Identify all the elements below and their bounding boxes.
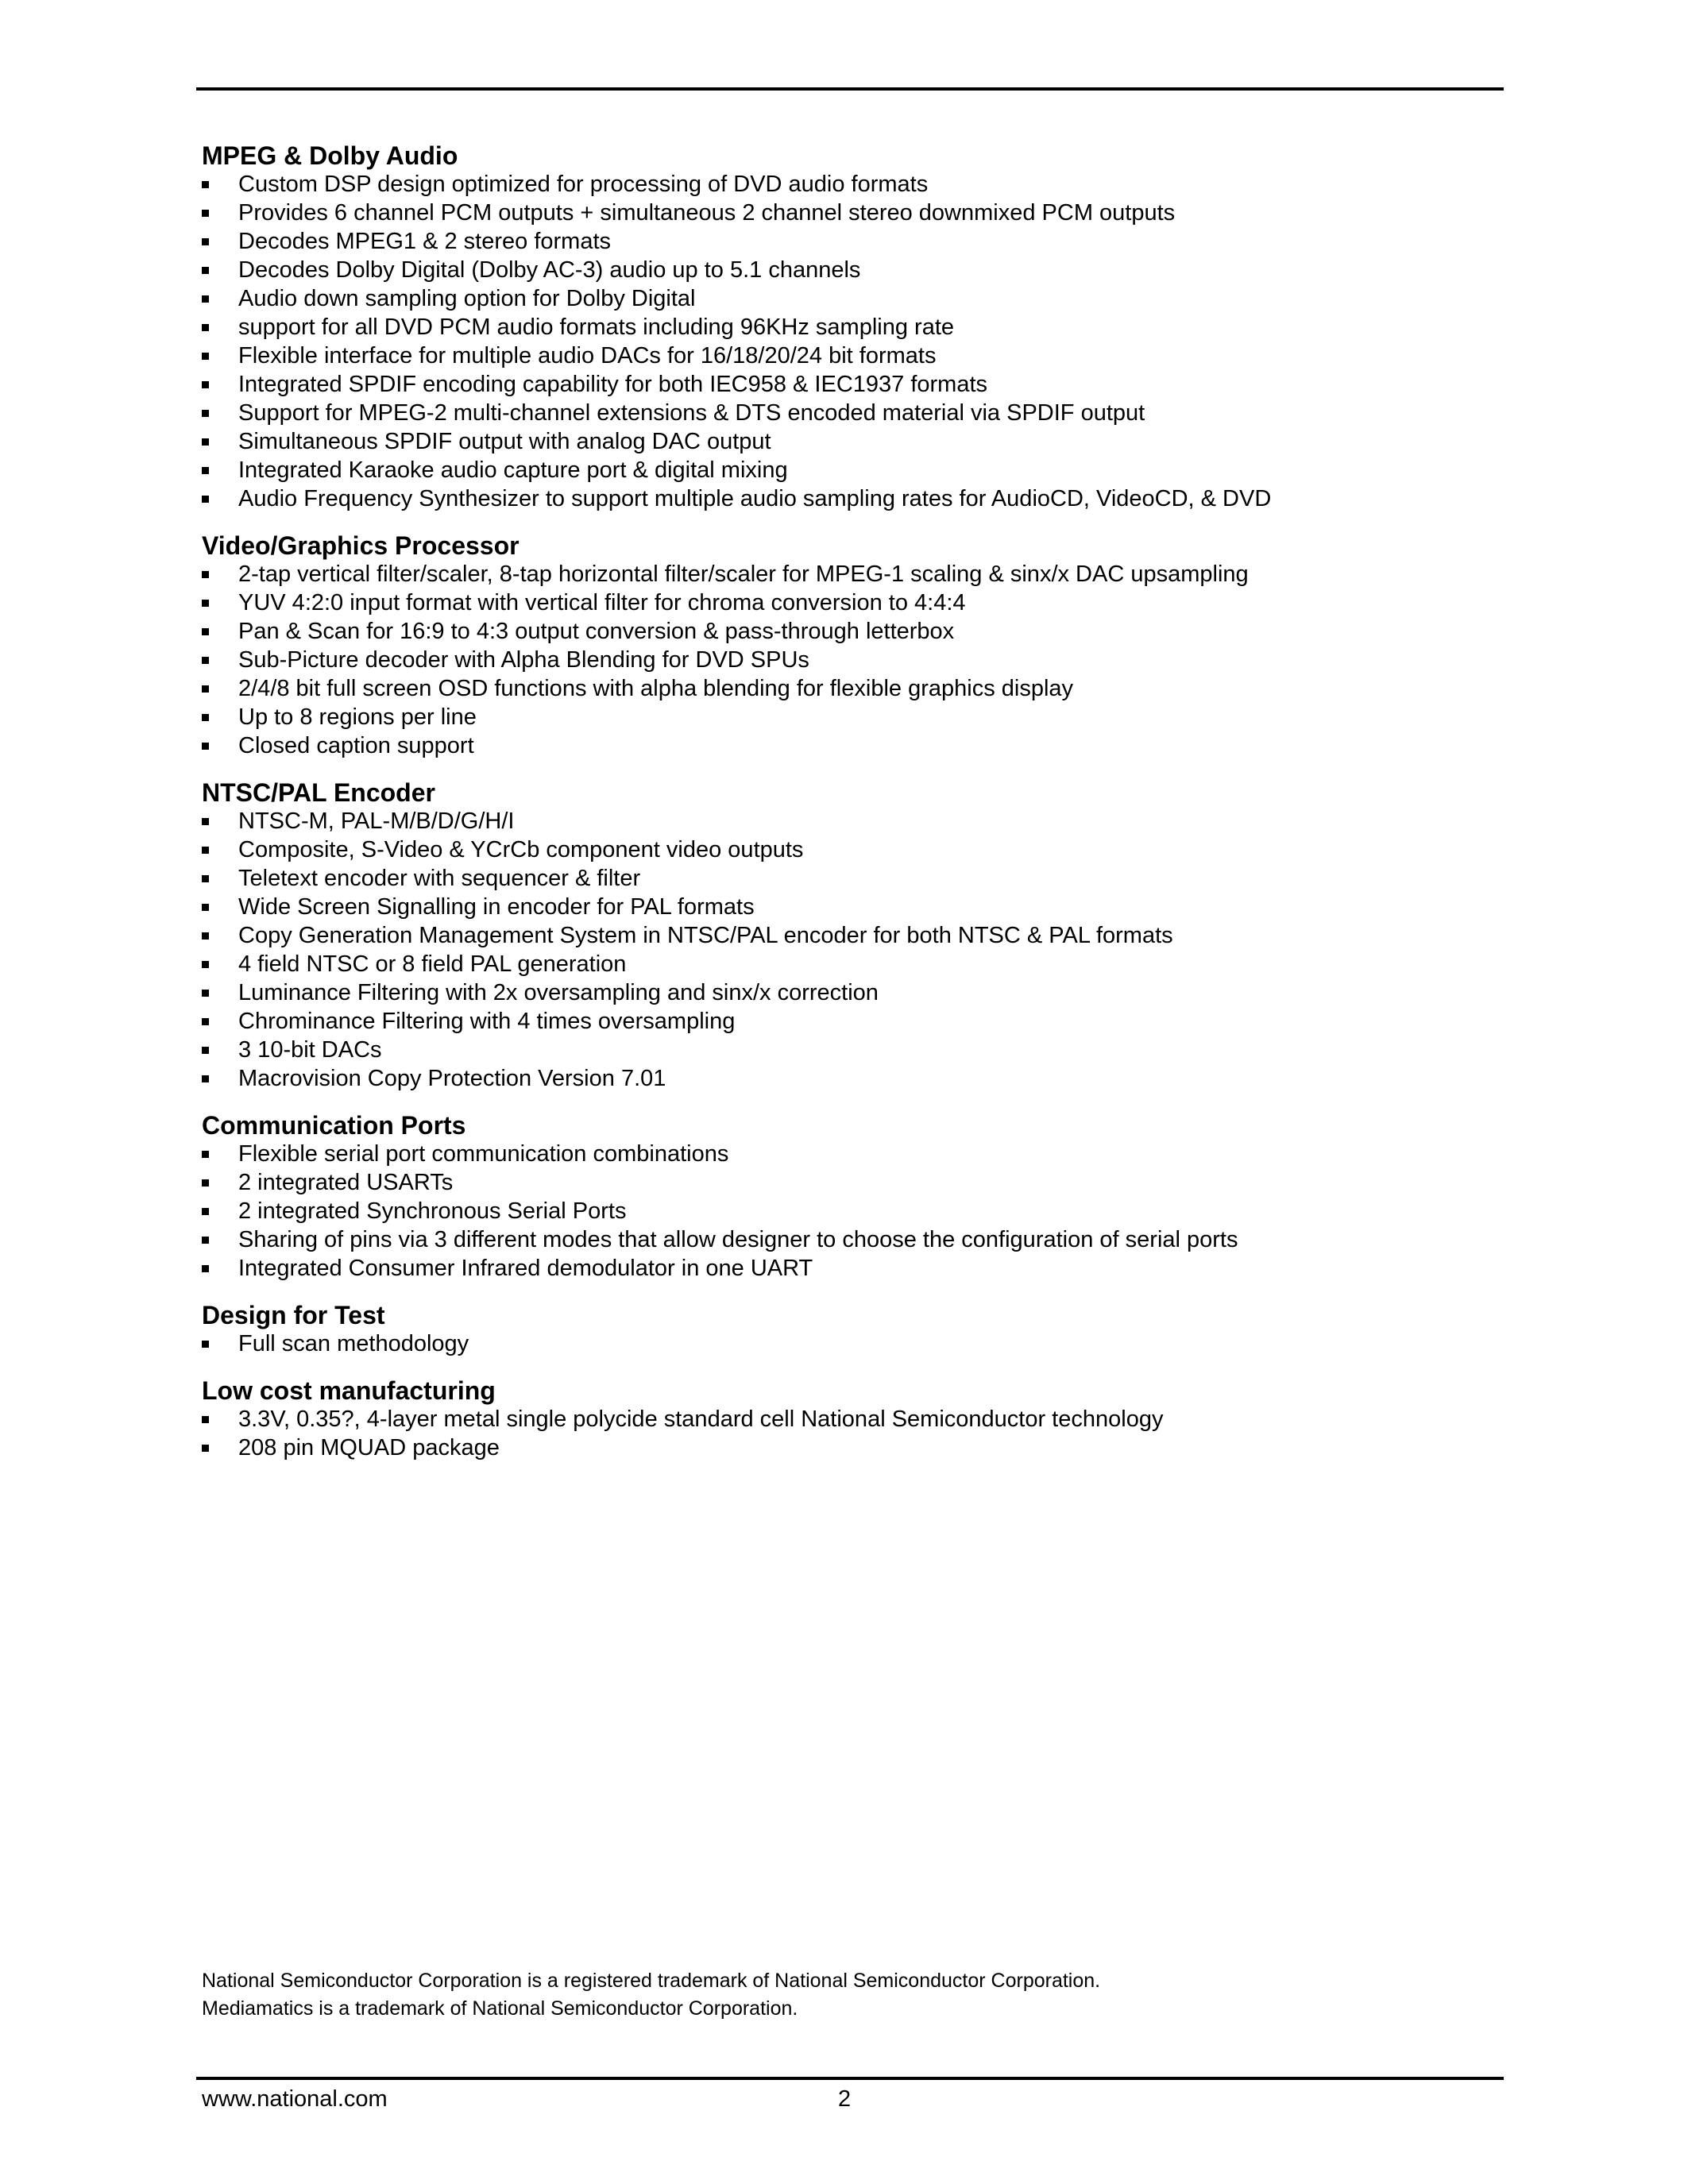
list-item [202,456,1505,484]
square-bullet-icon [202,714,209,721]
square-bullet-icon [202,961,209,968]
list-item-text: Luminance Filtering with 2x oversampling and sinx/x correction [238,980,879,1005]
square-bullet-icon [202,875,209,882]
list-item [202,1254,1505,1283]
section [202,1111,1505,1283]
list-item-text: YUV 4:2:0 input format with vertical filter for chroma conversion to 4:4:4 [238,590,966,615]
list-item [202,1197,1505,1225]
list-item-text: Up to 8 regions per line [238,704,477,730]
list-item-text: 2 integrated Synchronous Serial Ports [238,1198,627,1224]
square-bullet-icon [202,238,209,245]
list-item [202,170,1505,199]
square-bullet-icon [202,267,209,274]
square-bullet-icon [202,467,209,474]
list-item-text: Closed caption support [238,733,474,758]
list-item [202,1064,1505,1093]
list-item [202,703,1505,731]
square-bullet-icon [202,685,209,693]
list-item [202,313,1505,341]
square-bullet-icon [202,210,209,217]
list-item-text: 2/4/8 bit full screen OSD functions with alpha blending for flexible graphics display [238,676,1074,701]
list-item-text: Integrated Karaoke audio capture port & digital mixing [238,457,788,483]
section [202,1301,1505,1358]
list-item [202,1168,1505,1197]
list-item [202,835,1505,864]
list-item-text: 2 integrated USARTs [238,1170,454,1195]
list-item [202,978,1505,1007]
list-item [202,199,1505,227]
list-item-text: 4 field NTSC or 8 field PAL generation [238,951,627,977]
section-title: Video/Graphics Processor [202,531,520,560]
square-bullet-icon [202,1265,209,1272]
square-bullet-icon [202,496,209,503]
feature-sections [202,141,1505,1480]
section-title: NTSC/PAL Encoder [202,778,435,807]
list-item-text: Audio down sampling option for Dolby Digital [238,286,696,311]
section-title: MPEG & Dolby Audio [202,141,458,170]
footer-rule [196,2077,1504,2080]
square-bullet-icon [202,295,209,303]
square-bullet-icon [202,932,209,940]
square-bullet-icon [202,1179,209,1187]
list-item-text: Pan & Scan for 16:9 to 4:3 output conversion & pass-through letterbox [238,619,955,644]
footer-url[interactable]: www.national.com [202,2086,388,2112]
square-bullet-icon [202,1445,209,1452]
section [202,1376,1505,1462]
square-bullet-icon [202,847,209,854]
list-item-text: Full scan methodology [238,1331,469,1356]
square-bullet-icon [202,181,209,188]
trademark-notice [202,1967,1505,2023]
list-item-text: Macrovision Copy Protection Version 7.01 [238,1066,666,1091]
list-item [202,1405,1505,1433]
list-item [202,227,1505,256]
square-bullet-icon [202,1208,209,1215]
square-bullet-icon [202,324,209,331]
square-bullet-icon [202,990,209,997]
list-item [202,588,1505,617]
square-bullet-icon [202,1341,209,1348]
list-item [202,1140,1505,1168]
square-bullet-icon [202,600,209,607]
square-bullet-icon [202,657,209,664]
list-item-text: Teletext encoder with sequencer & filter [238,866,641,891]
list-item [202,399,1505,427]
list-item-text: Support for MPEG-2 multi-channel extensions & DTS encoded material via SPDIF output [238,400,1145,426]
list-item [202,1036,1505,1064]
section-title: Low cost manufacturing [202,1376,496,1405]
square-bullet-icon [202,571,209,578]
bullet-list [202,1140,1505,1283]
list-item [202,1433,1505,1462]
list-item-text: Provides 6 channel PCM outputs + simultaneous 2 channel stereo downmixed PCM outputs [238,200,1176,226]
list-item [202,341,1505,370]
list-item-text: Integrated SPDIF encoding capability for both IEC958 & IEC1937 formats [238,372,988,397]
section [202,778,1505,1093]
bullet-list [202,1405,1505,1462]
square-bullet-icon [202,1237,209,1244]
square-bullet-icon [202,818,209,825]
list-item-text: Simultaneous SPDIF output with analog DAC output [238,429,771,454]
list-item [202,674,1505,703]
list-item-text: support for all DVD PCM audio formats including 96KHz sampling rate [238,314,955,340]
list-item-text: Wide Screen Signalling in encoder for PAL formats [238,894,755,920]
list-item [202,484,1505,513]
section-title: Design for Test [202,1301,385,1329]
list-item-text: 2-tap vertical filter/scaler, 8-tap horizontal filter/scaler for MPEG-1 scaling & sinx/x DAC upsampling [238,561,1249,587]
section-title: Communication Ports [202,1111,466,1140]
square-bullet-icon [202,628,209,635]
list-item [202,1329,1505,1358]
list-item [202,864,1505,893]
square-bullet-icon [202,381,209,388]
list-item-text: Decodes MPEG1 & 2 stereo formats [238,229,612,254]
list-item [202,950,1505,978]
trademark-line: Mediamatics is a trademark of National Semiconductor Corporation. [202,1997,798,2020]
list-item [202,256,1505,284]
list-item [202,893,1505,921]
square-bullet-icon [202,1416,209,1423]
list-item-text: Sub-Picture decoder with Alpha Blending for DVD SPUs [238,647,809,673]
list-item-text: 208 pin MQUAD package [238,1435,500,1461]
trademark-line: National Semiconductor Corporation is a registered trademark of National Semiconductor Corporation. [202,1970,1101,1992]
list-item-text: 3 10-bit DACs [238,1037,382,1063]
list-item [202,284,1505,313]
section [202,531,1505,760]
square-bullet-icon [202,904,209,911]
bullet-list [202,560,1505,760]
square-bullet-icon [202,353,209,360]
page-number: 2 [838,2086,852,2112]
square-bullet-icon [202,1151,209,1158]
list-item-text: Decodes Dolby Digital (Dolby AC-3) audio up to 5.1 channels [238,257,861,283]
list-item-text: Integrated Consumer Infrared demodulator in one UART [238,1256,813,1281]
list-item-text: Custom DSP design optimized for processing of DVD audio formats [238,172,929,197]
square-bullet-icon [202,1047,209,1054]
list-item-text: Composite, S-Video & YCrCb component video outputs [238,837,804,862]
list-item [202,617,1505,646]
bullet-list [202,170,1505,513]
header-rule [196,87,1504,91]
bullet-list [202,807,1505,1093]
list-item-text: Chrominance Filtering with 4 times oversampling [238,1009,736,1034]
list-item [202,646,1505,674]
square-bullet-icon [202,1018,209,1025]
list-item [202,731,1505,760]
list-item [202,370,1505,399]
square-bullet-icon [202,438,209,446]
list-item-text: Flexible serial port communication combinations [238,1141,729,1167]
square-bullet-icon [202,1075,209,1082]
bullet-list [202,1329,1505,1358]
square-bullet-icon [202,410,209,417]
list-item [202,427,1505,456]
list-item-text: Copy Generation Management System in NTSC/PAL encoder for both NTSC & PAL formats [238,923,1173,948]
list-item-text: Audio Frequency Synthesizer to support multiple audio sampling rates for AudioCD, VideoCD, & DVD [238,486,1272,511]
list-item-text: Sharing of pins via 3 different modes that allow designer to choose the configuration of serial ports [238,1227,1238,1252]
list-item [202,560,1505,588]
list-item [202,1225,1505,1254]
list-item [202,1007,1505,1036]
list-item [202,807,1505,835]
list-item-text: Flexible interface for multiple audio DACs for 16/18/20/24 bit formats [238,343,937,369]
list-item [202,921,1505,950]
list-item-text: 3.3V, 0.35?, 4-layer metal single polycide standard cell National Semiconductor technology [238,1406,1164,1432]
list-item-text: NTSC-M, PAL-M/B/D/G/H/I [238,808,515,834]
square-bullet-icon [202,743,209,750]
section [202,141,1505,513]
